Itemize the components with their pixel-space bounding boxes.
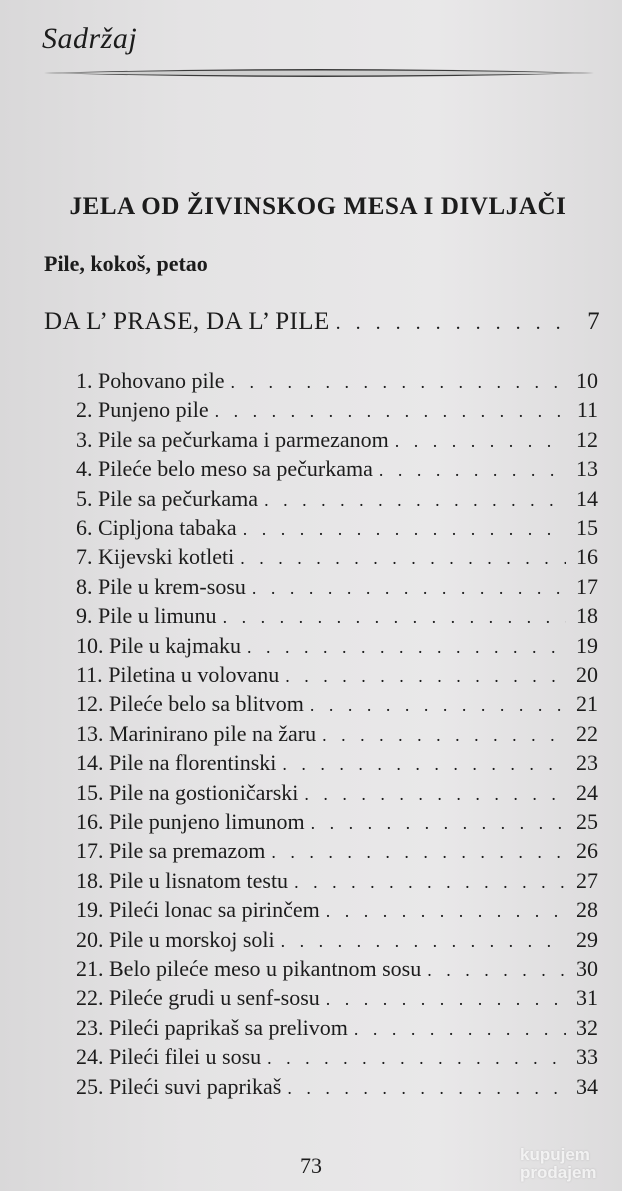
toc-item <box>76 456 598 482</box>
toc-item-number: 13. <box>76 720 104 746</box>
toc-item <box>76 486 598 512</box>
toc-item-page: 14 <box>576 485 598 511</box>
dot-leader <box>231 372 567 393</box>
toc-item-title: Marinirano pile na žaru <box>109 720 317 746</box>
toc-item-title: Cipljona tabaka <box>98 515 237 540</box>
toc-item-title: Pile sa premazom <box>109 838 266 864</box>
toc-item-number: 14. <box>76 750 104 776</box>
dot-leader <box>285 666 566 687</box>
toc-item <box>76 633 598 659</box>
dot-leader <box>326 901 566 922</box>
toc-item-number: 2. <box>76 397 93 423</box>
watermark-line-2: prodajem <box>520 1163 597 1182</box>
toc-item-page: 30 <box>576 956 598 981</box>
toc-item-title: Pohovano pile <box>98 368 225 393</box>
toc-item-page: 13 <box>576 456 598 482</box>
toc-item-page: 31 <box>576 985 598 1011</box>
toc-item <box>76 897 598 923</box>
toc-item-page: 11 <box>576 397 598 423</box>
toc-item-page: 28 <box>576 897 598 923</box>
toc-item-number: 8. <box>76 573 93 599</box>
toc-item-label <box>76 574 246 600</box>
dot-leader <box>311 813 566 834</box>
toc-item <box>76 544 598 570</box>
dot-leader <box>322 725 566 746</box>
toc-item-label <box>76 1015 348 1041</box>
toc-item-number: 15. <box>76 779 104 805</box>
chapter-page: 7 <box>587 308 600 335</box>
toc-item-page: 32 <box>576 1014 598 1040</box>
header-title: Sadržaj <box>42 22 138 55</box>
dot-leader <box>287 1078 566 1099</box>
toc-item-label <box>76 721 316 747</box>
toc-item-number: 19. <box>76 897 104 923</box>
toc-item <box>76 809 598 835</box>
toc-item <box>76 574 598 600</box>
toc-item-title: Pile u morskoj soli <box>109 926 275 952</box>
toc-item-title: Pile sa pečurkama <box>98 485 259 511</box>
toc-item-label <box>76 780 298 806</box>
toc-item-number: 18. <box>76 867 104 893</box>
toc-item-page: 20 <box>576 662 598 687</box>
toc-item <box>76 1044 598 1070</box>
toc-item-label <box>76 397 209 423</box>
toc-item-title: Pileći lonac sa pirinčem <box>109 897 320 923</box>
toc-item-title: Belo pileće meso u pikantnom sosu <box>109 956 422 981</box>
toc-item-title: Pileće grudi u senf-sosu <box>109 985 320 1011</box>
dot-leader <box>427 960 566 981</box>
toc-item-page: 22 <box>576 720 598 746</box>
toc-item-page: 34 <box>576 1073 598 1099</box>
dot-leader <box>379 460 566 481</box>
toc-item-title: Pile na florentinski <box>109 750 277 776</box>
chapter-title: DA L’ PRASE, DA L’ PILE <box>44 308 330 335</box>
toc-item-number: 4. <box>76 456 93 482</box>
toc-item-label <box>76 985 320 1011</box>
toc-item <box>76 368 598 394</box>
toc-item-number: 10. <box>76 632 104 658</box>
toc-item-number: 9. <box>76 603 93 629</box>
dot-leader <box>304 784 566 805</box>
toc-item <box>76 603 598 629</box>
subsection-heading: Pile, kokoš, petao <box>44 251 208 276</box>
dot-leader <box>215 401 566 422</box>
toc-item-page: 27 <box>576 867 598 893</box>
toc-item <box>76 427 598 453</box>
toc-item-label <box>76 603 217 629</box>
toc-item-page: 26 <box>576 838 598 864</box>
toc-item-title: Pileći filei u sosu <box>109 1044 262 1070</box>
dot-leader <box>354 1019 566 1040</box>
toc-item-title: Pileće belo sa blitvom <box>109 691 304 717</box>
section-heading: JELA OD ŽIVINSKOG MESA I DIVLJAČI <box>69 193 567 220</box>
toc-item-label <box>76 368 225 394</box>
toc-item-number: 16. <box>76 809 104 834</box>
toc-item-label <box>76 456 373 482</box>
toc-item-page: 29 <box>576 926 598 952</box>
toc-item-number: 7. <box>76 544 93 570</box>
dot-leader <box>294 872 566 893</box>
toc-item <box>76 1074 598 1100</box>
toc-item-label <box>76 897 320 923</box>
toc-item-label <box>76 927 275 953</box>
toc-item <box>76 868 598 894</box>
toc-item-label <box>76 544 234 570</box>
toc-item-label <box>76 1044 261 1070</box>
dot-leader <box>326 989 566 1010</box>
toc-item-title: Pileće belo meso sa pečurkama <box>98 456 373 482</box>
toc-item-title: Pile u limunu <box>98 603 217 629</box>
toc-item <box>76 985 598 1011</box>
toc-item-label <box>76 662 279 688</box>
toc-item-title: Piletina u volovanu <box>108 662 280 687</box>
toc-item-number: 6. <box>76 515 93 540</box>
toc-item-label <box>76 956 421 982</box>
dot-leader <box>247 637 566 658</box>
toc-item-page: 25 <box>576 809 598 834</box>
toc-item-page: 18 <box>576 603 598 629</box>
toc-item <box>76 662 598 688</box>
toc-item-page: 23 <box>576 750 598 776</box>
toc-item-number: 25. <box>76 1073 104 1099</box>
toc-item-title: Pile punjeno limunom <box>109 809 305 834</box>
dot-leader <box>252 578 566 599</box>
toc-item-title: Punjeno pile <box>98 397 209 423</box>
toc-item <box>76 838 598 864</box>
toc-item-page: 21 <box>576 691 598 717</box>
toc-item-page: 33 <box>576 1044 598 1070</box>
toc-item-number: 21. <box>76 956 104 981</box>
dot-leader <box>223 607 566 628</box>
toc-item <box>76 397 598 423</box>
toc-item-label <box>76 486 258 512</box>
toc-item-page: 10 <box>576 368 598 393</box>
toc-item <box>76 721 598 747</box>
toc-item-label <box>76 633 241 659</box>
toc-item-title: Pile u lisnatom testu <box>109 867 289 893</box>
chapter-entry <box>44 308 600 336</box>
toc-item-title: Pile sa pečurkama i parmezanom <box>98 426 389 452</box>
toc-item <box>76 780 598 806</box>
toc-item <box>76 956 598 982</box>
toc-item-page: 15 <box>576 515 598 540</box>
toc-item-label <box>76 868 288 894</box>
toc-item-label <box>76 691 304 717</box>
toc-item-number: 11. <box>76 662 103 687</box>
toc-item-label <box>76 427 389 453</box>
toc-item-page: 16 <box>576 544 598 570</box>
dot-leader <box>271 842 566 863</box>
page-number: 73 <box>300 1153 322 1178</box>
toc-item-title: Pile u krem-sosu <box>98 573 246 599</box>
dot-leader <box>395 431 566 452</box>
toc-item-page: 24 <box>576 779 598 805</box>
toc-item-number: 20. <box>76 926 104 952</box>
toc-item-label <box>76 515 237 541</box>
toc-item-number: 12. <box>76 691 104 717</box>
toc-item-label <box>76 809 305 835</box>
dot-leader <box>243 519 566 540</box>
toc-item <box>76 515 598 541</box>
toc-item-number: 1. <box>76 368 93 393</box>
dot-leader <box>267 1048 566 1069</box>
toc-item <box>76 691 598 717</box>
toc-item-number: 24. <box>76 1044 104 1070</box>
toc-item-page: 12 <box>576 426 598 452</box>
toc-item-title: Pile na gostioničarski <box>109 779 299 805</box>
dot-leader <box>336 312 568 335</box>
toc-item <box>76 750 598 776</box>
toc-item-number: 5. <box>76 485 93 511</box>
dot-leader <box>310 695 566 716</box>
dot-leader <box>240 548 566 569</box>
dot-leader <box>264 490 566 511</box>
dot-leader <box>281 931 566 952</box>
toc-item-label <box>76 1074 281 1100</box>
toc-item-title: Pile u kajmaku <box>109 632 241 658</box>
toc-item-label <box>76 838 265 864</box>
toc-item-number: 23. <box>76 1014 104 1040</box>
toc-item-page: 19 <box>576 632 598 658</box>
toc-item-number: 22. <box>76 985 104 1011</box>
toc-item-title: Pileći paprikaš sa prelivom <box>109 1014 348 1040</box>
watermark-line-1: kupujem <box>520 1145 590 1164</box>
toc-item-number: 3. <box>76 426 93 452</box>
toc-item-label <box>76 750 276 776</box>
toc-item-page: 17 <box>576 573 598 599</box>
toc-item-number: 17. <box>76 838 104 864</box>
watermark-logo <box>520 1146 597 1182</box>
toc-item <box>76 1015 598 1041</box>
header-divider <box>44 66 594 80</box>
toc-item <box>76 927 598 953</box>
dot-leader <box>282 754 566 775</box>
toc-item-title: Kijevski kotleti <box>98 544 235 570</box>
toc-item-title: Pileći suvi paprikaš <box>109 1073 282 1099</box>
